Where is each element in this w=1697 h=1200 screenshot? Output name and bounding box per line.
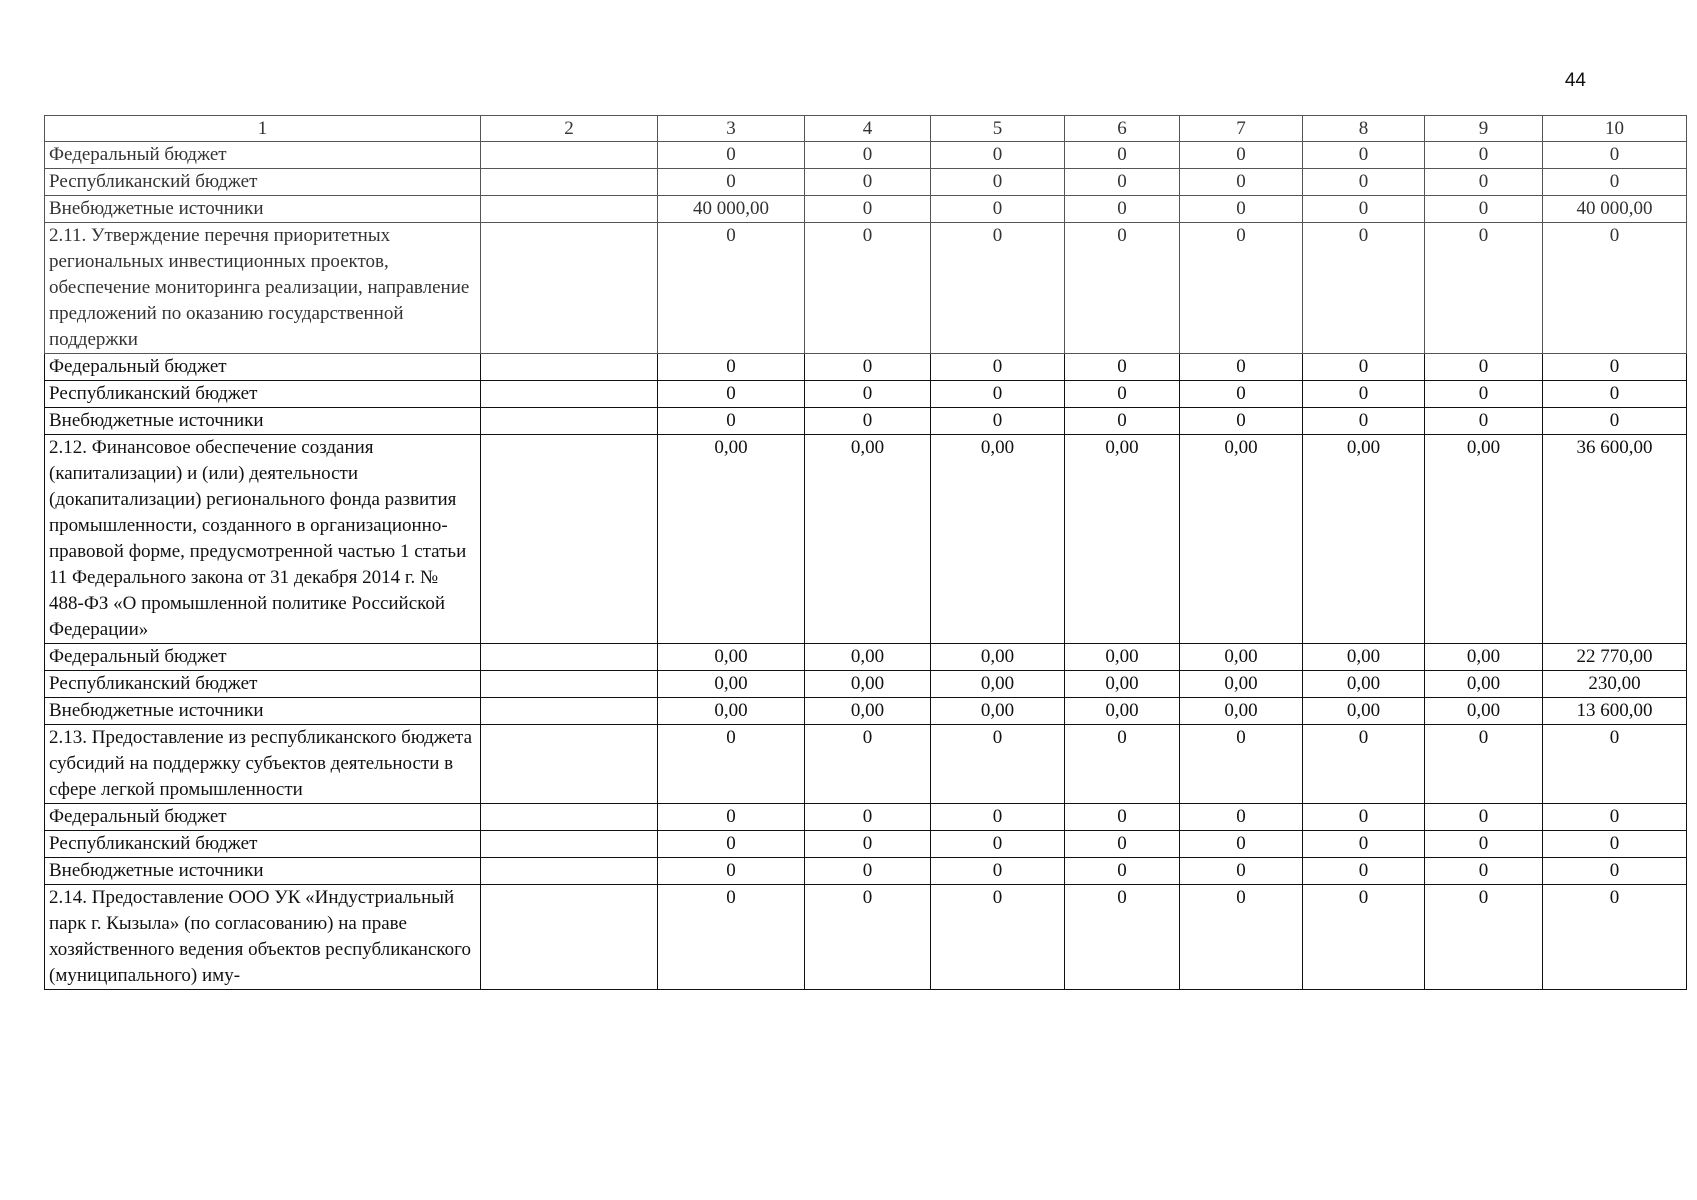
row-value-col-9: 0 bbox=[1425, 169, 1543, 196]
column-number-5: 5 bbox=[931, 116, 1065, 142]
row-column-2 bbox=[481, 885, 658, 990]
row-value-col-3: 0 bbox=[658, 142, 805, 169]
row-value-col-5: 0 bbox=[931, 408, 1065, 435]
row-value-col-8: 0 bbox=[1303, 169, 1425, 196]
row-label: 2.14. Предоставление ООО УК «Индустриальный парк г. Кызыла» (по согласованию) на праве хозяйственного ведения объектов республиканского (муниципального) иму- bbox=[45, 885, 481, 990]
row-value-col-8: 0,00 bbox=[1303, 435, 1425, 644]
row-column-2 bbox=[481, 408, 658, 435]
row-label: Внебюджетные источники bbox=[45, 858, 481, 885]
row-value-col-5: 0 bbox=[931, 196, 1065, 223]
column-number-3: 3 bbox=[658, 116, 805, 142]
row-value-col-10: 0 bbox=[1543, 169, 1687, 196]
row-value-col-3: 0 bbox=[658, 858, 805, 885]
row-value-col-8: 0,00 bbox=[1303, 671, 1425, 698]
table-row bbox=[45, 381, 1687, 408]
row-value-col-8: 0 bbox=[1303, 223, 1425, 354]
table-row bbox=[45, 644, 1687, 671]
row-value-col-10: 0 bbox=[1543, 142, 1687, 169]
column-number-7: 7 bbox=[1180, 116, 1303, 142]
row-value-col-6: 0 bbox=[1065, 196, 1180, 223]
row-value-col-6: 0 bbox=[1065, 885, 1180, 990]
row-value-col-5: 0,00 bbox=[931, 435, 1065, 644]
row-value-col-7: 0 bbox=[1180, 142, 1303, 169]
row-value-col-10: 40 000,00 bbox=[1543, 196, 1687, 223]
row-value-col-3: 40 000,00 bbox=[658, 196, 805, 223]
row-label: Федеральный бюджет bbox=[45, 644, 481, 671]
row-value-col-4: 0,00 bbox=[805, 698, 931, 725]
table-row bbox=[45, 196, 1687, 223]
row-value-col-4: 0 bbox=[805, 858, 931, 885]
row-value-col-9: 0 bbox=[1425, 804, 1543, 831]
row-value-col-5: 0 bbox=[931, 804, 1065, 831]
column-number-1: 1 bbox=[45, 116, 481, 142]
row-value-col-4: 0,00 bbox=[805, 435, 931, 644]
table-row bbox=[45, 885, 1687, 990]
row-value-col-6: 0 bbox=[1065, 408, 1180, 435]
row-column-2 bbox=[481, 698, 658, 725]
row-value-col-4: 0,00 bbox=[805, 671, 931, 698]
row-label: Внебюджетные источники bbox=[45, 408, 481, 435]
row-value-col-4: 0 bbox=[805, 804, 931, 831]
row-label: Внебюджетные источники bbox=[45, 196, 481, 223]
row-value-col-10: 36 600,00 bbox=[1543, 435, 1687, 644]
row-value-col-6: 0,00 bbox=[1065, 435, 1180, 644]
row-value-col-7: 0 bbox=[1180, 885, 1303, 990]
row-value-col-9: 0,00 bbox=[1425, 435, 1543, 644]
row-value-col-9: 0 bbox=[1425, 354, 1543, 381]
row-value-col-9: 0 bbox=[1425, 381, 1543, 408]
row-value-col-3: 0 bbox=[658, 408, 805, 435]
row-column-2 bbox=[481, 196, 658, 223]
row-value-col-3: 0,00 bbox=[658, 698, 805, 725]
row-value-col-9: 0,00 bbox=[1425, 698, 1543, 725]
row-column-2 bbox=[481, 831, 658, 858]
row-value-col-4: 0 bbox=[805, 725, 931, 804]
row-value-col-7: 0 bbox=[1180, 725, 1303, 804]
row-value-col-8: 0 bbox=[1303, 408, 1425, 435]
row-value-col-9: 0 bbox=[1425, 831, 1543, 858]
row-value-col-6: 0 bbox=[1065, 381, 1180, 408]
row-value-col-5: 0 bbox=[931, 142, 1065, 169]
row-value-col-6: 0 bbox=[1065, 858, 1180, 885]
row-value-col-8: 0 bbox=[1303, 196, 1425, 223]
row-value-col-4: 0 bbox=[805, 381, 931, 408]
table-row bbox=[45, 725, 1687, 804]
row-value-col-10: 0 bbox=[1543, 804, 1687, 831]
row-column-2 bbox=[481, 435, 658, 644]
row-value-col-9: 0 bbox=[1425, 223, 1543, 354]
row-value-col-7: 0,00 bbox=[1180, 435, 1303, 644]
column-number-2: 2 bbox=[481, 116, 658, 142]
row-value-col-10: 0 bbox=[1543, 354, 1687, 381]
row-value-col-5: 0,00 bbox=[931, 644, 1065, 671]
row-value-col-9: 0 bbox=[1425, 142, 1543, 169]
row-value-col-3: 0 bbox=[658, 169, 805, 196]
row-value-col-4: 0 bbox=[805, 885, 931, 990]
row-value-col-3: 0,00 bbox=[658, 435, 805, 644]
row-column-2 bbox=[481, 804, 658, 831]
row-value-col-5: 0 bbox=[931, 169, 1065, 196]
table-row bbox=[45, 804, 1687, 831]
row-value-col-5: 0 bbox=[931, 354, 1065, 381]
row-value-col-10: 0 bbox=[1543, 381, 1687, 408]
row-column-2 bbox=[481, 644, 658, 671]
row-value-col-9: 0 bbox=[1425, 196, 1543, 223]
row-value-col-7: 0,00 bbox=[1180, 671, 1303, 698]
row-value-col-5: 0 bbox=[931, 831, 1065, 858]
row-value-col-7: 0 bbox=[1180, 381, 1303, 408]
row-value-col-8: 0 bbox=[1303, 142, 1425, 169]
row-value-col-3: 0 bbox=[658, 804, 805, 831]
row-value-col-4: 0 bbox=[805, 196, 931, 223]
row-value-col-3: 0,00 bbox=[658, 671, 805, 698]
row-value-col-4: 0 bbox=[805, 354, 931, 381]
row-value-col-9: 0 bbox=[1425, 885, 1543, 990]
row-value-col-4: 0 bbox=[805, 169, 931, 196]
row-label: Федеральный бюджет bbox=[45, 142, 481, 169]
row-value-col-3: 0,00 bbox=[658, 644, 805, 671]
table-row bbox=[45, 142, 1687, 169]
row-value-col-9: 0 bbox=[1425, 858, 1543, 885]
row-column-2 bbox=[481, 671, 658, 698]
row-label: Республиканский бюджет bbox=[45, 831, 481, 858]
row-value-col-10: 0 bbox=[1543, 408, 1687, 435]
row-value-col-9: 0 bbox=[1425, 725, 1543, 804]
table-body bbox=[45, 142, 1687, 990]
column-number-8: 8 bbox=[1303, 116, 1425, 142]
row-value-col-6: 0 bbox=[1065, 354, 1180, 381]
row-column-2 bbox=[481, 381, 658, 408]
row-value-col-5: 0,00 bbox=[931, 698, 1065, 725]
row-column-2 bbox=[481, 858, 658, 885]
row-value-col-5: 0 bbox=[931, 858, 1065, 885]
row-label: Внебюджетные источники bbox=[45, 698, 481, 725]
row-value-col-8: 0 bbox=[1303, 858, 1425, 885]
row-value-col-10: 0 bbox=[1543, 858, 1687, 885]
row-value-col-4: 0 bbox=[805, 408, 931, 435]
column-number-row bbox=[45, 116, 1687, 142]
budget-table bbox=[44, 115, 1687, 990]
row-value-col-5: 0 bbox=[931, 725, 1065, 804]
row-value-col-10: 13 600,00 bbox=[1543, 698, 1687, 725]
row-value-col-6: 0 bbox=[1065, 725, 1180, 804]
table-row bbox=[45, 671, 1687, 698]
row-value-col-9: 0,00 bbox=[1425, 671, 1543, 698]
row-value-col-6: 0 bbox=[1065, 804, 1180, 831]
column-number-6: 6 bbox=[1065, 116, 1180, 142]
row-value-col-6: 0 bbox=[1065, 169, 1180, 196]
row-value-col-3: 0 bbox=[658, 354, 805, 381]
row-value-col-5: 0 bbox=[931, 381, 1065, 408]
row-column-2 bbox=[481, 354, 658, 381]
row-column-2 bbox=[481, 142, 658, 169]
page-number: 44 bbox=[1564, 70, 1586, 91]
row-value-col-5: 0 bbox=[931, 223, 1065, 354]
row-value-col-4: 0,00 bbox=[805, 644, 931, 671]
table-row bbox=[45, 408, 1687, 435]
row-value-col-7: 0 bbox=[1180, 354, 1303, 381]
table-row bbox=[45, 698, 1687, 725]
row-value-col-10: 0 bbox=[1543, 831, 1687, 858]
row-value-col-8: 0 bbox=[1303, 885, 1425, 990]
row-label: 2.13. Предоставление из республиканского бюджета субсидий на поддержку субъектов деятельности в сфере легкой промышленности bbox=[45, 725, 481, 804]
row-value-col-6: 0 bbox=[1065, 831, 1180, 858]
row-value-col-7: 0 bbox=[1180, 223, 1303, 354]
row-value-col-9: 0,00 bbox=[1425, 644, 1543, 671]
table-row bbox=[45, 169, 1687, 196]
table-row bbox=[45, 858, 1687, 885]
row-value-col-8: 0 bbox=[1303, 725, 1425, 804]
row-label: Федеральный бюджет bbox=[45, 804, 481, 831]
row-value-col-7: 0 bbox=[1180, 858, 1303, 885]
row-value-col-7: 0 bbox=[1180, 804, 1303, 831]
row-value-col-8: 0 bbox=[1303, 354, 1425, 381]
table-row bbox=[45, 223, 1687, 354]
row-label: Республиканский бюджет bbox=[45, 169, 481, 196]
row-label: 2.11. Утверждение перечня приоритетных региональных инвестиционных проектов, обеспечение мониторинга реализации, направление предложений по оказанию государственной поддержки bbox=[45, 223, 481, 354]
row-value-col-8: 0 bbox=[1303, 804, 1425, 831]
row-value-col-8: 0,00 bbox=[1303, 644, 1425, 671]
row-value-col-6: 0,00 bbox=[1065, 671, 1180, 698]
row-value-col-3: 0 bbox=[658, 381, 805, 408]
table-row bbox=[45, 831, 1687, 858]
row-value-col-3: 0 bbox=[658, 223, 805, 354]
row-value-col-7: 0 bbox=[1180, 196, 1303, 223]
row-value-col-7: 0 bbox=[1180, 169, 1303, 196]
row-value-col-7: 0 bbox=[1180, 831, 1303, 858]
row-label: 2.12. Финансовое обеспечение создания (капитализации) и (или) деятельности (докапитализации) регионального фонда развития промышленности, созданного в организационно-правовой форме, предусмотренной частью 1 статьи 11 Федерального закона от 31 декабря 2014 г. № 488-ФЗ «О промышленной политике Российской Федерации» bbox=[45, 435, 481, 644]
row-value-col-8: 0 bbox=[1303, 831, 1425, 858]
row-value-col-10: 0 bbox=[1543, 885, 1687, 990]
row-label: Республиканский бюджет bbox=[45, 671, 481, 698]
row-value-col-4: 0 bbox=[805, 223, 931, 354]
row-value-col-3: 0 bbox=[658, 885, 805, 990]
row-value-col-10: 22 770,00 bbox=[1543, 644, 1687, 671]
row-value-col-7: 0,00 bbox=[1180, 698, 1303, 725]
row-column-2 bbox=[481, 725, 658, 804]
row-value-col-10: 0 bbox=[1543, 223, 1687, 354]
row-value-col-8: 0 bbox=[1303, 381, 1425, 408]
row-value-col-6: 0,00 bbox=[1065, 644, 1180, 671]
row-column-2 bbox=[481, 169, 658, 196]
row-value-col-4: 0 bbox=[805, 142, 931, 169]
row-value-col-6: 0,00 bbox=[1065, 698, 1180, 725]
row-value-col-6: 0 bbox=[1065, 142, 1180, 169]
row-value-col-5: 0 bbox=[931, 885, 1065, 990]
column-number-4: 4 bbox=[805, 116, 931, 142]
row-value-col-7: 0 bbox=[1180, 408, 1303, 435]
row-value-col-3: 0 bbox=[658, 725, 805, 804]
row-value-col-10: 0 bbox=[1543, 725, 1687, 804]
column-number-9: 9 bbox=[1425, 116, 1543, 142]
row-value-col-5: 0,00 bbox=[931, 671, 1065, 698]
row-column-2 bbox=[481, 223, 658, 354]
column-number-10: 10 bbox=[1543, 116, 1687, 142]
table-row bbox=[45, 354, 1687, 381]
row-value-col-3: 0 bbox=[658, 831, 805, 858]
row-value-col-6: 0 bbox=[1065, 223, 1180, 354]
row-label: Федеральный бюджет bbox=[45, 354, 481, 381]
row-value-col-7: 0,00 bbox=[1180, 644, 1303, 671]
table-row bbox=[45, 435, 1687, 644]
row-value-col-4: 0 bbox=[805, 831, 931, 858]
row-value-col-10: 230,00 bbox=[1543, 671, 1687, 698]
row-value-col-9: 0 bbox=[1425, 408, 1543, 435]
row-value-col-8: 0,00 bbox=[1303, 698, 1425, 725]
row-label: Республиканский бюджет bbox=[45, 381, 481, 408]
